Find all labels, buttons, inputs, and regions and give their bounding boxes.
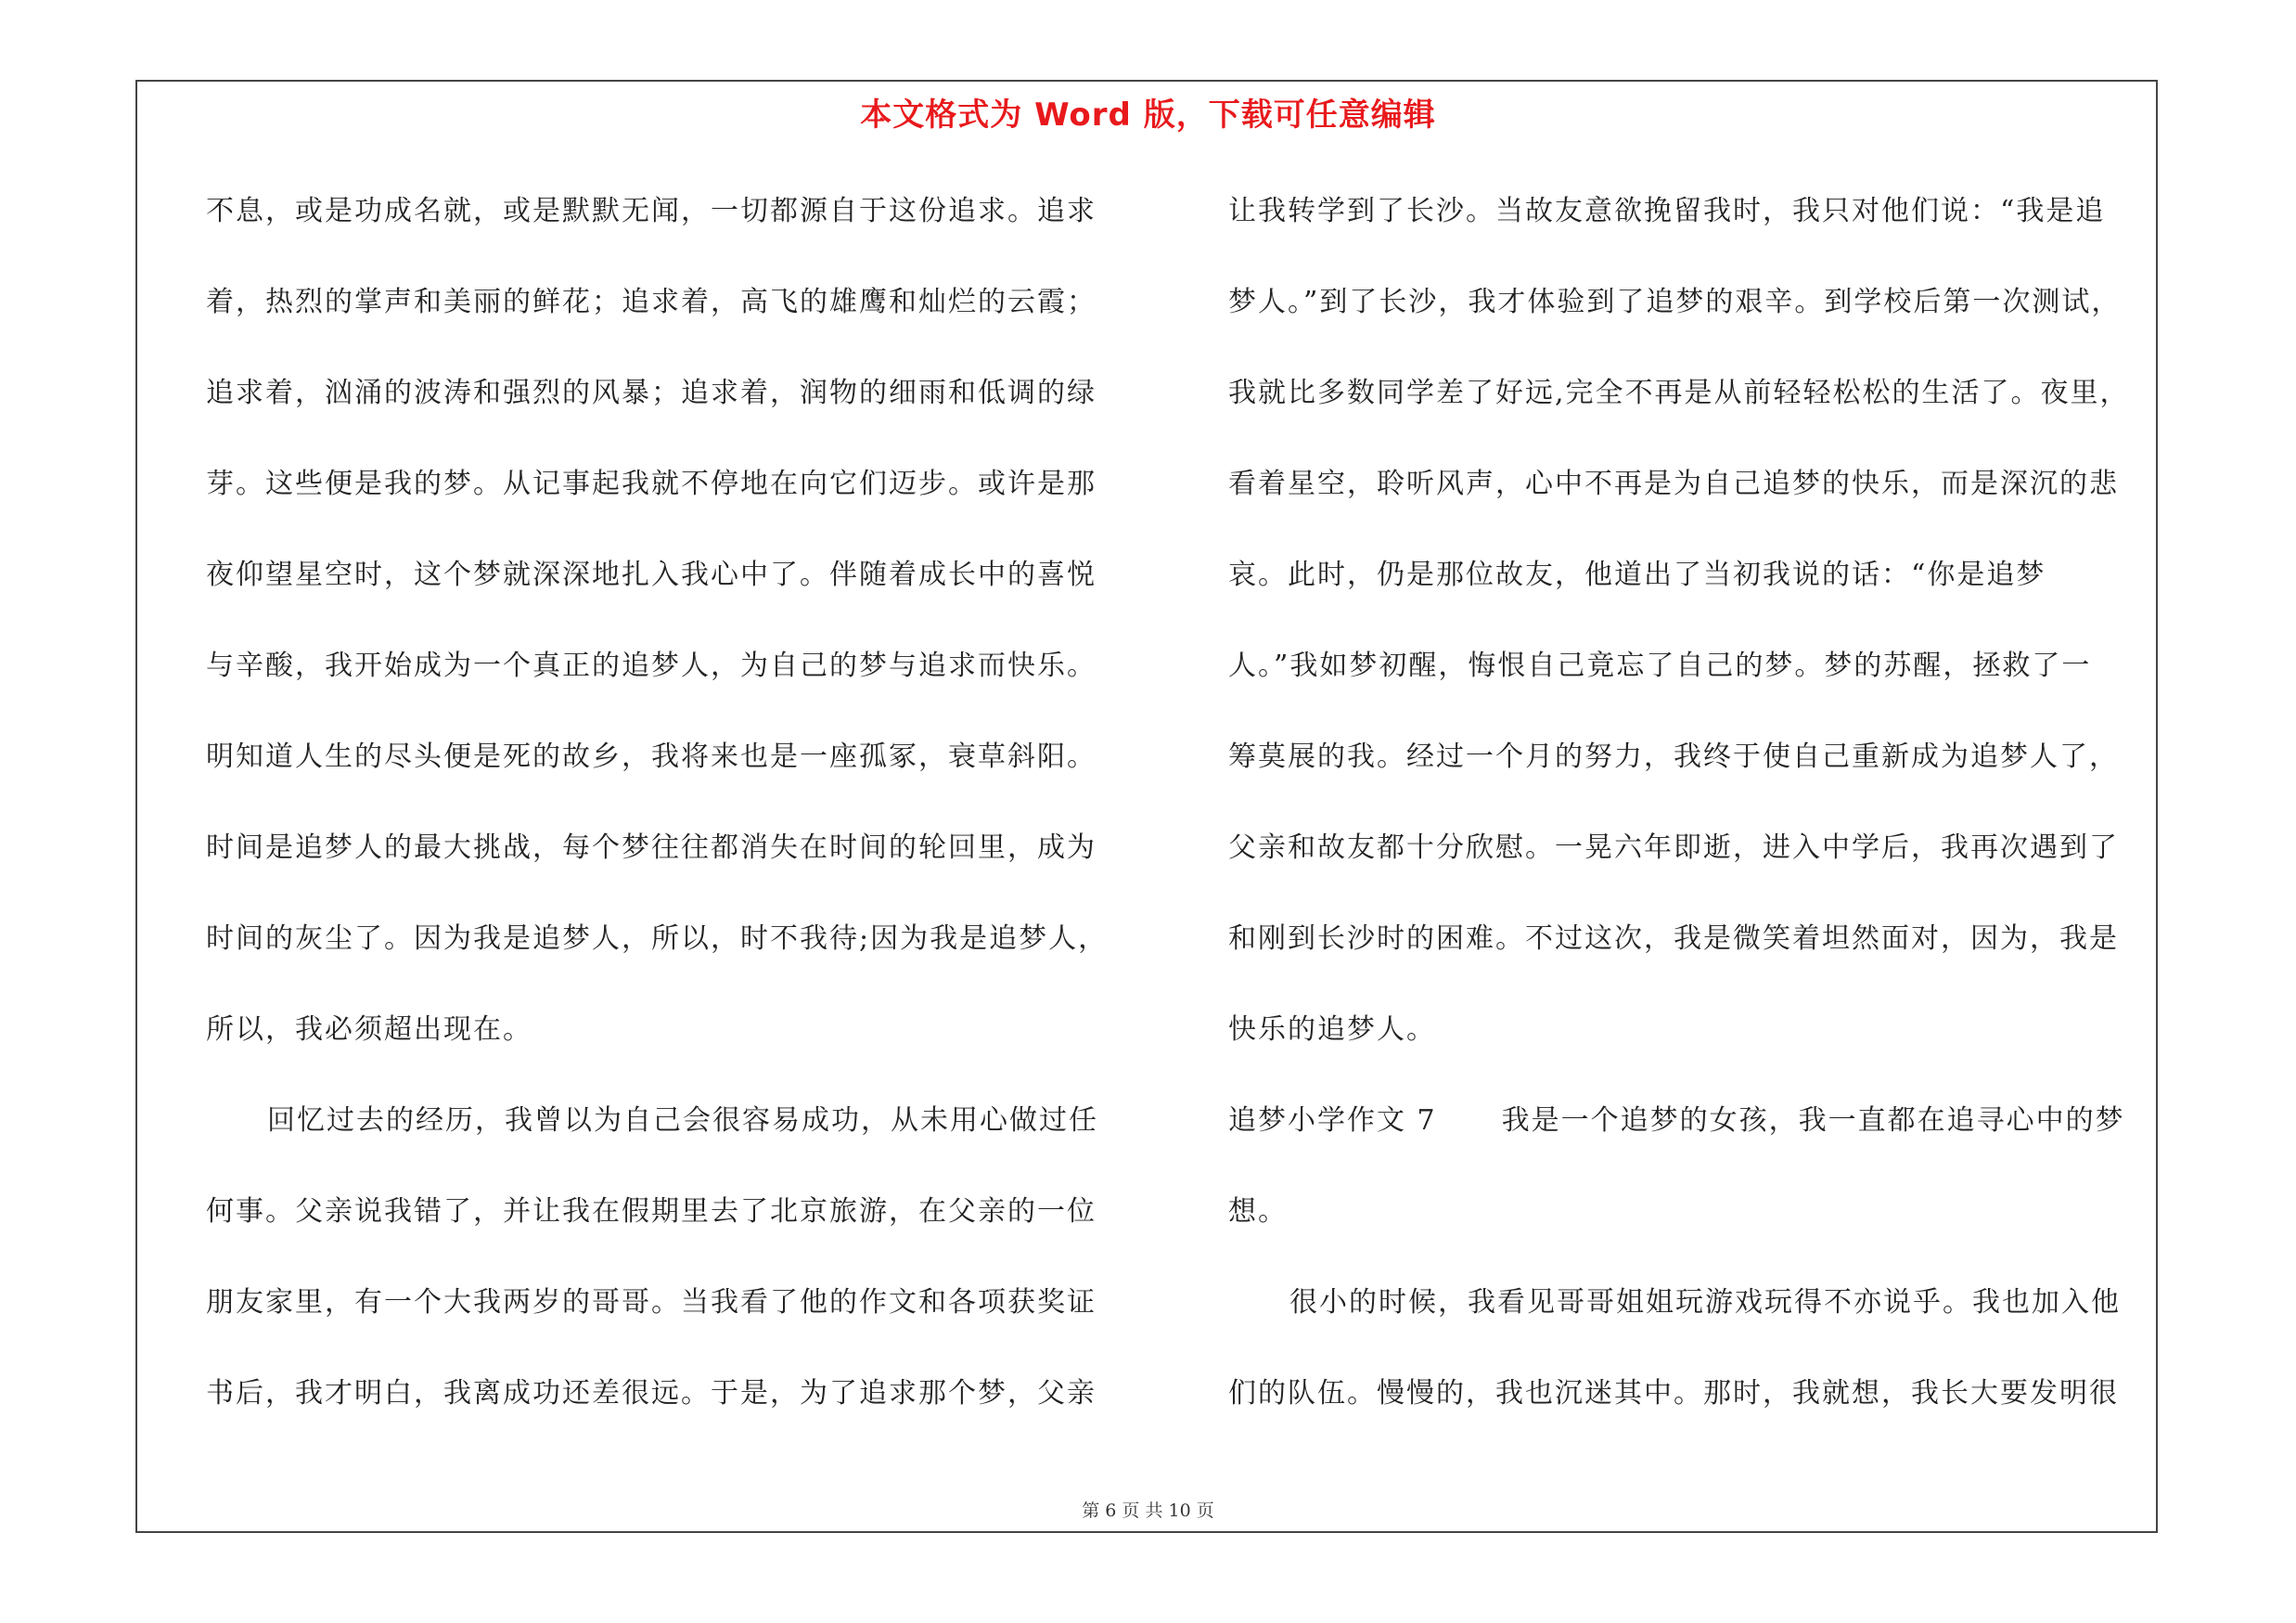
paragraph-line: 快乐的追梦人。 [1228,1013,1436,1046]
paragraph-line: 时间是追梦人的最大挑战，每个梦往往都消失在时间的轮回里，成为 [206,831,1097,864]
right-text-column [1228,186,2156,1459]
paragraph-line: 与辛酸，我开始成为一个真正的追梦人，为自己的梦与追求而快乐。 [206,650,1097,682]
paragraph-line: 看着星空，聆听风声，心中不再是为自己追梦的快乐，而是深沉的悲 [1228,468,2119,500]
page-number-footer: 第 6 页 共 10 页 [1082,1501,1214,1521]
left-text-column [206,186,1134,1459]
paragraph-line: 我就比多数同学差了好远,完全不再是从前轻轻松松的生活了。夜里， [1228,377,2130,409]
paragraph-line: 明知道人生的尽头便是死的故乡，我将来也是一座孤冢，衰草斜阳。 [206,741,1097,773]
paragraph-line: 筹莫展的我。经过一个月的努力，我终于使自己重新成为追梦人了， [1228,741,2119,773]
paragraph-line: 不息，或是功成名就，或是默默无闻，一切都源自于这份追求。追求 [206,195,1097,227]
format-notice-banner: 本文格式为 Word 版，下载可任意编辑 [860,97,1436,134]
paragraph-line: 让我转学到了长沙。当故友意欲挽留我时，我只对他们说：“我是追 [1228,195,2106,227]
section-first-line: 我是一个追梦的女孩，我一直都在追寻心中的梦 [1501,1104,2125,1137]
paragraph-line: 梦人。”到了长沙，我才体验到了追梦的艰辛。到学校后第一次测试， [1228,286,2122,318]
paragraph-line: 夜仰望星空时，这个梦就深深地扎入我心中了。伴随着成长中的喜悦 [206,559,1097,591]
paragraph-line: 着，热烈的掌声和美丽的鲜花；追求着，高飞的雄鹰和灿烂的云霞； [206,286,1097,318]
paragraph-line: 何事。父亲说我错了，并让我在假期里去了北京旅游，在父亲的一位 [206,1195,1097,1228]
section-title: 追梦小学作文 7 [1228,1104,1437,1137]
section-heading-line [1228,1095,2156,1186]
paragraph-line: 哀。此时，仍是那位故友，他道出了当初我说的话：“你是追梦 [1228,559,2046,591]
paragraph-line: 很小的时候，我看见哥哥姐姐玩游戏玩得不亦说乎。我也加入他 [1289,1286,2121,1319]
paragraph-line: 想。 [1228,1195,1288,1228]
paragraph-line: 人。”我如梦初醒，悔恨自己竟忘了自己的梦。梦的苏醒，拯救了一 [1228,650,2092,682]
paragraph-line: 父亲和故友都十分欣慰。一晃六年即逝，进入中学后，我再次遇到了 [1228,831,2119,864]
paragraph-line: 和刚到长沙时的困难。不过这次，我是微笑着坦然面对，因为，我是 [1228,922,2119,955]
paragraph-line: 回忆过去的经历，我曾以为自己会很容易成功，从未用心做过任 [267,1104,1098,1137]
paragraph-line: 追求着，汹涌的波涛和强烈的风暴；追求着，润物的细雨和低调的绿 [206,377,1097,409]
paragraph-line: 书后，我才明白，我离成功还差很远。于是，为了追求那个梦，父亲 [206,1377,1097,1410]
paragraph-line: 时间的灰尘了。因为我是追梦人，所以，时不我待;因为我是追梦人， [206,922,1109,955]
paragraph-line: 所以，我必须超出现在。 [206,1013,532,1046]
paragraph-line: 芽。这些便是我的梦。从记事起我就不停地在向它们迈步。或许是那 [206,468,1097,500]
paragraph-line: 朋友家里，有一个大我两岁的哥哥。当我看了他的作文和各项获奖证 [206,1286,1097,1319]
paragraph-line: 们的队伍。慢慢的，我也沉迷其中。那时，我就想，我长大要发明很 [1228,1377,2119,1410]
